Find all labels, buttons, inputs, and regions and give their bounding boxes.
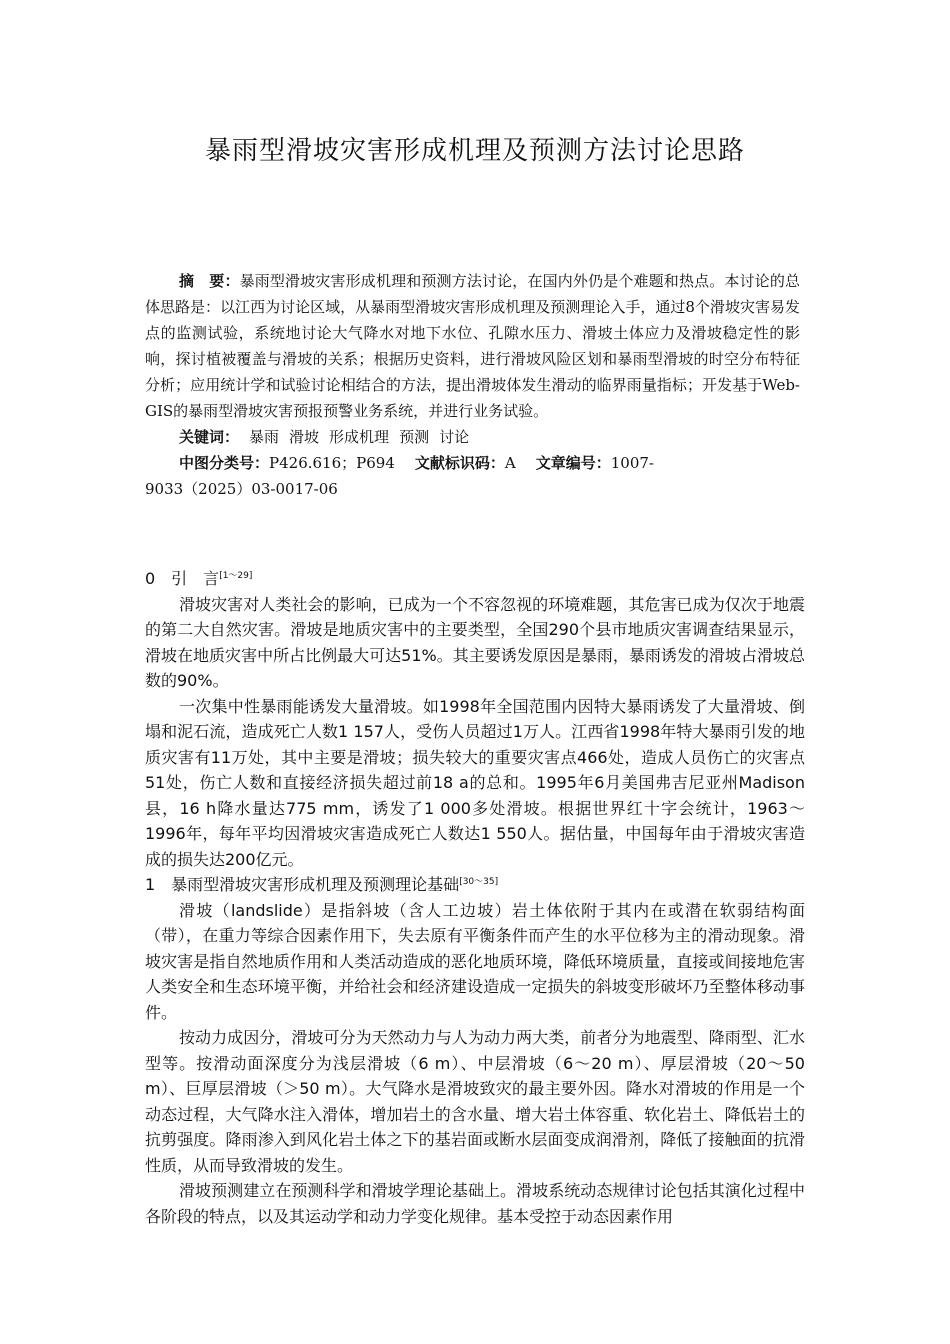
doc-code-value: A: [504, 454, 516, 472]
classification-line: [145, 450, 800, 476]
article-number-label: 文章编号：: [535, 454, 611, 472]
article-number-continued: 9033（2025）03-0017-06: [145, 480, 338, 498]
keyword-item: 滑坡: [289, 428, 320, 446]
abstract-label: 摘 要：: [179, 272, 240, 290]
section-heading-introduction: 0 引 言[1～29]: [145, 569, 253, 588]
body-paragraph: 滑坡灾害对人类社会的影响，已成为一个不容忽视的环境难题，其危害已成为仅次于地震的第二大自然灾害。滑坡是地质灾害中的主要类型，全国290个县市地质灾害调查结果显示，滑坡在地质灾害中所占比例最大可达51%。其主要诱发原因是暴雨，暴雨诱发的滑坡占滑坡总数的90%。: [145, 594, 805, 690]
keyword-item: 形成机理: [329, 428, 390, 446]
clc-value: P426.616；P694: [269, 454, 395, 472]
keyword-item: 暴雨: [249, 428, 280, 446]
body-paragraph: 按动力成因分，滑坡可分为天然动力与人为动力两大类，前者分为地震型、降雨型、汇水型等。按滑动面深度分为浅层滑坡（6 m）、中层滑坡（6～20 m）、厚层滑坡（20～50 m）、巨厚层滑坡（＞50 m）。大气降水是滑坡致灾的最主要外因。降水对滑坡的作用是一个动态过程，大气降水注入滑体，增加岩土的含水量、增大岩土体容重、软化岩土、降低岩土的抗剪强度。降雨渗入到风化岩土体之下的基岩面或断水层面变成润滑剂，降低了接触面的抗滑性质，从而导致滑坡的发生。: [145, 1028, 805, 1175]
document-body: [145, 566, 805, 1229]
abstract-block: [145, 268, 800, 502]
keyword-item: 讨论: [439, 428, 470, 446]
body-paragraph: 滑坡（landslide）是指斜坡（含人工边坡）岩土体依附于其内在或潜在软弱结构面（带），在重力等综合因素作用下，失去原有平衡条件而产生的水平位移为主的滑动现象。滑坡灾害是指自然地质作用和人类活动造成的恶化地质环境，降低环境质量，直接或间接地危害人类安全和生态环境平衡，并给社会和经济建设造成一定损失的斜坡变形破坏乃至整体移动事件。: [145, 900, 805, 1022]
article-number-value-1: 1007-: [610, 454, 654, 472]
keywords-label: 关键词：: [179, 428, 240, 446]
document-title: 暴雨型滑坡灾害形成机理及预测方法讨论思路: [204, 136, 745, 166]
clc-label: 中图分类号：: [179, 454, 270, 472]
doc-code-label: 文献标识码：: [414, 454, 505, 472]
keyword-item: 预测: [399, 428, 430, 446]
keywords-line: [145, 424, 800, 450]
section-heading-theory: 1 暴雨型滑坡灾害形成机理及预测理论基础[30～35]: [145, 875, 499, 894]
citation-ref: [1～29]: [219, 571, 253, 581]
body-paragraph: 一次集中性暴雨能诱发大量滑坡。如1998年全国范围内因特大暴雨诱发了大量滑坡、倒塌和泥石流，造成死亡人数1 157人，受伤人员超过1万人。江西省1998年特大暴雨引发的地质灾害有11万处，其中主要是滑坡；损失较大的重要灾害点466处，造成人员伤亡的灾害点51处，伤亡人数和直接经济损失超过前18 a的总和。1995年6月美国弗吉尼亚州Madison县，16 h降水量达775 mm，诱发了1 000多处滑坡。根据世界红十字会统计，1963～1996年，每年平均因滑坡灾害造成死亡人数达1 550人。据估量，中国每年由于滑坡灾害造成的损失达200亿元。: [145, 696, 805, 869]
abstract-paragraph: [145, 268, 800, 424]
abstract-text: 暴雨型滑坡灾害形成机理和预测方法讨论，在国内外仍是个难题和热点。本讨论的总体思路是：以江西为讨论区域，从暴雨型滑坡灾害形成机理及预测理论入手，通过8个滑坡灾害易发点的监测试验，系统地讨论大气降水对地下水位、孔隙水压力、滑坡土体应力及滑坡稳定性的影响，探讨植被覆盖与滑坡的关系；根据历史资料，进行滑坡风险区划和暴雨型滑坡的时空分布特征分析；应用统计学和试验讨论相结合的方法，提出滑坡体发生滑动的临界雨量指标；开发基于Web-GIS的暴雨型滑坡灾害预报预警业务系统，并进行业务试验。: [145, 272, 800, 420]
body-paragraph: 滑坡预测建立在预测科学和滑坡学理论基础上。滑坡系统动态规律讨论包括其演化过程中各阶段的特点，以及其运动学和动力学变化规律。基本受控于动态因素作用: [145, 1181, 805, 1226]
citation-ref: [30～35]: [459, 877, 499, 887]
